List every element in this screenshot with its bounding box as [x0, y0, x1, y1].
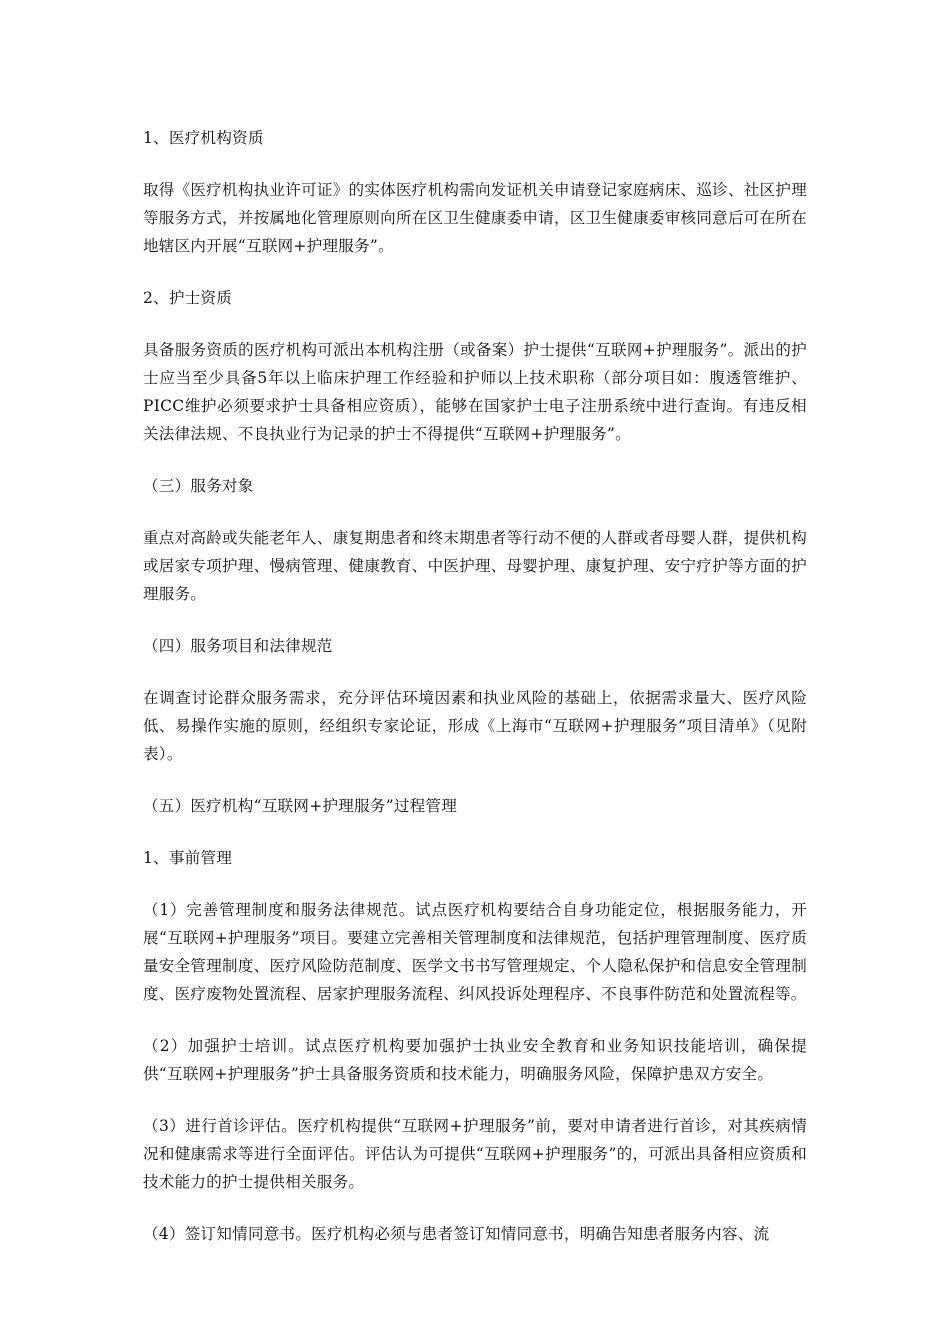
section-heading: （五）医疗机构“互联网+护理服务”过程管理	[143, 797, 458, 815]
paragraph: （4）签订知情同意书。医疗机构必须与患者签订知情同意书，明确告知患者服务内容、流	[143, 1225, 770, 1243]
section-heading: 2、护士资质	[143, 289, 233, 307]
section-heading: （三）服务对象	[143, 477, 254, 495]
paragraph: 在调查讨论群众服务需求，充分评估环境因素和执业风险的基础上，依据需求量大、医疗风险低、易操作实施的原则，经组织专家论证，形成《上海市“互联网+护理服务”项目清单》（见附表）。	[143, 689, 807, 763]
section-heading: 1、医疗机构资质	[143, 129, 264, 147]
paragraph: 具备服务资质的医疗机构可派出本机构注册（或备案）护士提供“互联网+护理服务”。派出的护士应当至少具备5年以上临床护理工作经验和护师以上技术职称（部分项目如：腹透管维护、PICC维护必须要求护士具备相应资质），能够在国家护士电子注册系统中进行查询。有违反相关法律法规、不良执业行为记录的护士不得提供“互联网+护理服务”。	[143, 341, 807, 443]
section-heading: 1、事前管理	[143, 849, 233, 867]
section-heading: （四）服务项目和法律规范	[143, 637, 333, 655]
paragraph: （1）完善管理制度和服务法律规范。试点医疗机构要结合自身功能定位，根据服务能力，开展“互联网+护理服务”项目。要建立完善相关管理制度和法律规范，包括护理管理制度、医疗质量安全管理制度、医疗风险防范制度、医学文书书写管理规定、个人隐私保护和信息安全管理制度、医疗废物处置流程、居家护理服务流程、纠风投诉处理程序、不良事件防范和处置流程等。	[143, 901, 807, 1003]
paragraph: 取得《医疗机构执业许可证》的实体医疗机构需向发证机关申请登记家庭病床、巡诊、社区护理等服务方式，并按属地化管理原则向所在区卫生健康委申请，区卫生健康委审核同意后可在所在地辖区内开展“互联网+护理服务”。	[143, 181, 807, 255]
paragraph: 重点对高龄或失能老年人、康复期患者和终末期患者等行动不便的人群或者母婴人群，提供机构或居家专项护理、慢病管理、健康教育、中医护理、母婴护理、康复护理、安宁疗护等方面的护理服务。	[143, 529, 807, 603]
paragraph: （3）进行首诊评估。医疗机构提供“互联网+护理服务”前，要对申请者进行首诊，对其疾病情况和健康需求等进行全面评估。评估认为可提供“互联网+护理服务”的，可派出具备相应资质和技术能力的护士提供相关服务。	[143, 1117, 807, 1191]
document-body	[143, 124, 807, 1272]
paragraph: （2）加强护士培训。试点医疗机构要加强护士执业安全教育和业务知识技能培训，确保提供“互联网+护理服务”护士具备服务资质和技术能力，明确服务风险，保障护患双方安全。	[143, 1037, 807, 1083]
